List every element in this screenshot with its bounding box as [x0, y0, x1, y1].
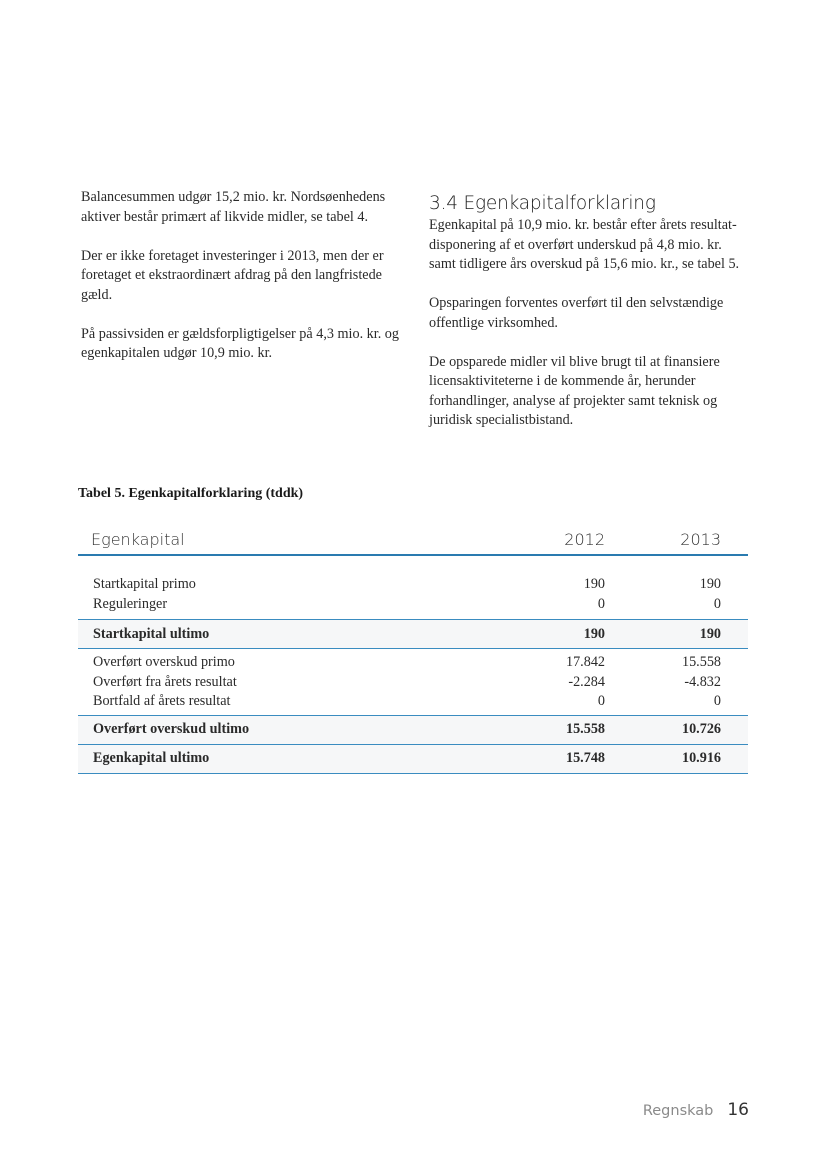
table-row: Overført overskud primo 17.842 15.558 [93, 654, 721, 671]
left-column [81, 188, 401, 383]
table-row: Overført fra årets resultat -2.284 -4.832 [93, 673, 721, 690]
paragraph: Balancesummen udgør 15,2 mio. kr. Nordsøenhedens aktiver består primært af likvide midler, se tabel 4. [81, 189, 386, 225]
page-number: 16 [727, 1100, 749, 1120]
subtotal-row-startkapital: Startkapital ultimo 190 190 [78, 619, 748, 649]
table-header [78, 524, 748, 556]
paragraph: Der er ikke foretaget investeringer i 2013, men der er foretaget et ekstraordinært afdrag på den langfristede gæld. [81, 247, 384, 303]
header-year-2012: 2012 [564, 529, 605, 549]
subtotal-row-overskud: Overført overskud ultimo 15.558 10.726 [78, 715, 748, 745]
paragraph: På passivsiden er gældsforpligtigelser på 4,3 mio. kr. og egenkapitalen udgør 10,9 mio. kr. [81, 325, 399, 361]
table-group-startkapital [78, 575, 748, 614]
table-row: Bortfald af årets resultat 0 0 [93, 693, 721, 710]
right-column [429, 193, 751, 450]
table-row: Reguleringer 0 0 [93, 595, 721, 612]
page-footer [643, 1100, 749, 1120]
footer-section-label: Regnskab [642, 1103, 714, 1119]
paragraph: Egenkapital på 10,9 mio. kr. består efter årets resultatdisponering af et overført underskud på 4,8 mio. kr. samt tidligere års overskud på 15,6 mio. kr., se tabel 5. [429, 217, 740, 272]
header-label: Egenkapital [91, 529, 185, 549]
equity-table [78, 524, 748, 774]
table-group-overskud [78, 653, 748, 712]
section-heading: 3.4 Egenkapitalforklaring [429, 193, 656, 214]
table-row: Startkapital primo 190 190 [93, 576, 721, 593]
header-year-2013: 2013 [680, 529, 721, 549]
paragraph: Opsparingen forventes overført til den selvstændige offentlige virksomhed. [429, 295, 724, 331]
table-caption: Tabel 5. Egenkapitalforklaring (tddk) [78, 486, 304, 501]
paragraph: De opsparede midler vil blive brugt til at finansiere licensaktiviteterne i de kommende år, herunder forhandlinger, analyse af projekter samt teknisk og juridisk specialistbistand. [429, 353, 720, 428]
total-row-egenkapital: Egenkapital ultimo 15.748 10.916 [78, 745, 748, 774]
